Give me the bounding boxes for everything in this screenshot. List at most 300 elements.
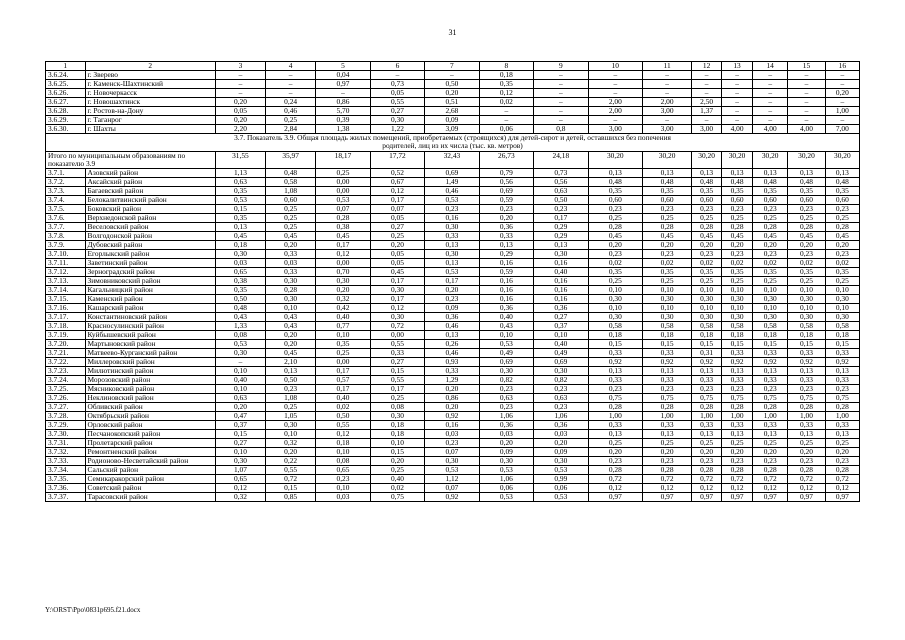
value-cell: 1,29 [425, 375, 479, 384]
row-code: 3.7.29. [46, 420, 86, 429]
value-cell: 0,25 [266, 204, 316, 213]
value-cell: 0,10 [643, 303, 692, 312]
value-cell: 0,00 [316, 177, 370, 186]
value-cell: 0,92 [788, 357, 825, 366]
row-code: 3.7.14. [46, 285, 86, 294]
value-cell: 0,30 [722, 294, 753, 303]
value-cell: 0,42 [316, 303, 370, 312]
value-cell: 0,23 [534, 204, 588, 213]
table-row [46, 204, 860, 213]
value-cell: 0,18 [370, 429, 424, 438]
section-title: 3.7. Показатель 3.9. Общая площадь жилых помещений, приобретаемых (строящихся) для детей-сирот и детей, оставшихся без попечения родителей, лиц из их числа (тыс. кв. метров) [46, 134, 860, 152]
value-cell: 0,36 [479, 420, 533, 429]
value-cell: 0,23 [643, 384, 692, 393]
value-cell: 0,50 [534, 195, 588, 204]
value-cell: 0,37 [215, 420, 265, 429]
value-cell: 0,25 [316, 348, 370, 357]
value-cell: 0,10 [215, 384, 265, 393]
value-cell: 0,25 [825, 276, 859, 285]
value-cell: 0,25 [643, 438, 692, 447]
value-cell: 0,43 [479, 321, 533, 330]
municipality-name: Константиновский район [85, 312, 215, 321]
value-cell: 0,18 [479, 71, 533, 80]
value-cell: 0,36 [534, 303, 588, 312]
value-cell: 0,53 [215, 339, 265, 348]
value-cell: 0,12 [692, 483, 722, 492]
column-number: 12 [692, 62, 722, 71]
row-code: 3.6.27. [46, 98, 86, 107]
value-cell: 0,33 [588, 420, 642, 429]
value-cell: 0,27 [370, 357, 424, 366]
value-cell: – [825, 116, 859, 125]
value-cell: 0,29 [534, 222, 588, 231]
value-cell: 0,30 [588, 312, 642, 321]
value-cell: 0,28 [788, 222, 825, 231]
row-code: 3.7.21. [46, 348, 86, 357]
table-row [46, 168, 860, 177]
value-cell: 1,00 [825, 107, 859, 116]
value-cell: 0,75 [753, 393, 788, 402]
value-cell: 0,25 [588, 276, 642, 285]
value-cell: 0,55 [266, 465, 316, 474]
value-cell: 0,13 [266, 366, 316, 375]
value-cell: 2,50 [692, 98, 722, 107]
table-row [46, 98, 860, 107]
row-code: 3.7.27. [46, 402, 86, 411]
value-cell: 0,12 [788, 483, 825, 492]
value-cell: 4,00 [753, 125, 788, 134]
value-cell: 0,57 [316, 375, 370, 384]
value-cell: 0,35 [643, 186, 692, 195]
row-code: 3.7.15. [46, 294, 86, 303]
value-cell: – [722, 116, 753, 125]
value-cell: 4,00 [788, 125, 825, 134]
value-cell: 0,23 [534, 402, 588, 411]
value-cell: 0,20 [425, 384, 479, 393]
value-cell: 0,16 [534, 294, 588, 303]
value-cell: 0,33 [722, 420, 753, 429]
table-row [46, 186, 860, 195]
municipality-name: Боковский район [85, 204, 215, 213]
value-cell: 0,10 [266, 303, 316, 312]
value-cell: 0,13 [425, 330, 479, 339]
value-cell: 0,10 [479, 330, 533, 339]
municipality-name: Аксайский район [85, 177, 215, 186]
value-cell: 0,97 [788, 492, 825, 501]
value-cell: 0,23 [588, 204, 642, 213]
value-cell: 0,32 [215, 492, 265, 501]
value-cell: 0,60 [825, 195, 859, 204]
value-cell: 0,02 [370, 483, 424, 492]
value-cell: 0,73 [534, 168, 588, 177]
value-cell: 1,06 [534, 411, 588, 420]
value-cell: 0,13 [788, 429, 825, 438]
value-cell: 0,05 [370, 258, 424, 267]
municipality-name: Верхнедонской район [85, 213, 215, 222]
municipality-name: г. Каменск-Шахтинский [85, 80, 215, 89]
value-cell: 7,00 [825, 125, 859, 134]
value-cell: 0,53 [534, 492, 588, 501]
municipality-name: Ремонтненский район [85, 447, 215, 456]
table-row [46, 285, 860, 294]
value-cell: 0,13 [643, 429, 692, 438]
value-cell: 0,92 [643, 357, 692, 366]
value-cell: 0,20 [825, 447, 859, 456]
value-cell: 0,16 [425, 213, 479, 222]
value-cell: 0,72 [588, 474, 642, 483]
value-cell: 0,18 [643, 330, 692, 339]
value-cell: 0,23 [753, 249, 788, 258]
value-cell: 0,10 [722, 285, 753, 294]
value-cell: – [825, 71, 859, 80]
value-cell: 0,33 [825, 348, 859, 357]
value-cell: 0,63 [479, 393, 533, 402]
value-cell: 0,45 [643, 231, 692, 240]
value-cell: 0,48 [788, 177, 825, 186]
value-cell: 0,20 [370, 456, 424, 465]
value-cell: 0,20 [825, 240, 859, 249]
value-cell: 0,02 [588, 258, 642, 267]
row-code: 3.7.11. [46, 258, 86, 267]
total-row [46, 151, 860, 168]
value-cell: 0,55 [370, 375, 424, 384]
value-cell: – [788, 89, 825, 98]
value-cell: – [588, 116, 642, 125]
value-cell: – [588, 71, 642, 80]
value-cell: 0,33 [753, 420, 788, 429]
value-cell: 0,28 [753, 402, 788, 411]
value-cell: 0,23 [643, 204, 692, 213]
value-cell: 0,35 [722, 186, 753, 195]
value-cell: 0,16 [479, 258, 533, 267]
value-cell: 0,13 [425, 240, 479, 249]
value-cell: 0,25 [753, 276, 788, 285]
value-cell: 0,13 [788, 168, 825, 177]
column-number: 10 [588, 62, 642, 71]
table-row [46, 249, 860, 258]
value-cell: 0,33 [788, 348, 825, 357]
row-code: 3.6.29. [46, 116, 86, 125]
value-cell: 0,93 [425, 357, 479, 366]
row-code: 3.7.22. [46, 357, 86, 366]
value-cell: 0,20 [588, 447, 642, 456]
value-cell: 0,07 [370, 204, 424, 213]
value-cell: 0,36 [479, 303, 533, 312]
value-cell: 0,02 [316, 402, 370, 411]
value-cell: 0,53 [316, 195, 370, 204]
value-cell: – [534, 80, 588, 89]
value-cell: 0,25 [316, 168, 370, 177]
value-cell: 0,16 [534, 276, 588, 285]
value-cell: 0,35 [692, 267, 722, 276]
table-row [46, 80, 860, 89]
table-row [46, 222, 860, 231]
value-cell: 0,29 [479, 249, 533, 258]
value-cell: 0,92 [588, 357, 642, 366]
value-cell: 0,00 [316, 186, 370, 195]
value-cell: 1,49 [425, 177, 479, 186]
value-cell: 0,36 [479, 222, 533, 231]
value-cell: 0,20 [266, 330, 316, 339]
value-cell: 0,25 [825, 213, 859, 222]
row-code: 3.6.30. [46, 125, 86, 134]
value-cell: 0,12 [825, 483, 859, 492]
value-cell: 0,10 [825, 303, 859, 312]
value-cell: 0,16 [479, 294, 533, 303]
value-cell: 0,23 [722, 204, 753, 213]
table-row [46, 213, 860, 222]
value-cell: 0,00 [316, 357, 370, 366]
value-cell: 0,25 [722, 276, 753, 285]
value-cell: 0,30 [534, 366, 588, 375]
value-cell: – [643, 80, 692, 89]
value-cell: 1,08 [266, 186, 316, 195]
value-cell: 0,35 [825, 186, 859, 195]
value-cell: 0,20 [643, 240, 692, 249]
value-cell: 0,25 [266, 116, 316, 125]
value-cell: 0,25 [643, 276, 692, 285]
value-cell: 0,05 [215, 107, 265, 116]
value-cell: 0,20 [370, 240, 424, 249]
value-cell: 0,33 [692, 420, 722, 429]
total-value-cell: 31,55 [215, 151, 265, 168]
municipality-name: Обливский район [85, 402, 215, 411]
value-cell: – [722, 89, 753, 98]
value-cell: 0,07 [425, 483, 479, 492]
value-cell: 0,00 [316, 258, 370, 267]
value-cell: 0,26 [425, 339, 479, 348]
value-cell: 0,28 [588, 465, 642, 474]
value-cell: 0,03 [316, 492, 370, 501]
value-cell: – [215, 80, 265, 89]
value-cell: 0,92 [425, 492, 479, 501]
value-cell: 0,60 [788, 195, 825, 204]
value-cell: 0,55 [370, 98, 424, 107]
row-code: 3.7.13. [46, 276, 86, 285]
value-cell: 0,33 [788, 420, 825, 429]
value-cell: 0,65 [215, 474, 265, 483]
value-cell: 1,00 [788, 411, 825, 420]
value-cell: 0,36 [425, 312, 479, 321]
table-row [46, 71, 860, 80]
value-cell: 0,12 [215, 483, 265, 492]
row-code: 3.6.28. [46, 107, 86, 116]
value-cell: 0,23 [643, 249, 692, 258]
value-cell: 0,60 [266, 195, 316, 204]
value-cell: 0,45 [825, 231, 859, 240]
row-code: 3.7.36. [46, 483, 86, 492]
value-cell: 0,04 [316, 71, 370, 80]
value-cell: 0,48 [825, 177, 859, 186]
value-cell: 0,30 [425, 456, 479, 465]
value-cell: 0,40 [370, 474, 424, 483]
value-cell: 0,13 [425, 258, 479, 267]
value-cell: 0,33 [692, 375, 722, 384]
municipality-name: Мясниковский район [85, 384, 215, 393]
value-cell: 0,23 [643, 456, 692, 465]
total-value-cell: 30,20 [722, 151, 753, 168]
value-cell: 0,30 [370, 411, 424, 420]
value-cell: 0,75 [588, 393, 642, 402]
municipality-name: Белокалитвинский район [85, 195, 215, 204]
value-cell: 0,33 [753, 348, 788, 357]
value-cell: 0,48 [643, 177, 692, 186]
value-cell: 0,72 [788, 474, 825, 483]
value-cell: 0,55 [370, 339, 424, 348]
value-cell: 0,32 [316, 294, 370, 303]
value-cell: 0,45 [266, 231, 316, 240]
municipality-name: Семикаракорский район [85, 474, 215, 483]
value-cell: – [215, 71, 265, 80]
value-cell: 0,33 [370, 348, 424, 357]
value-cell: 0,48 [692, 177, 722, 186]
value-cell: – [753, 98, 788, 107]
value-cell: 0,75 [722, 393, 753, 402]
value-cell: 0,46 [425, 186, 479, 195]
value-cell: 0,25 [370, 393, 424, 402]
table-row [46, 438, 860, 447]
value-cell: – [588, 89, 642, 98]
value-cell: 0,28 [825, 402, 859, 411]
value-cell: 0,15 [215, 429, 265, 438]
table-row [46, 294, 860, 303]
table-row [46, 357, 860, 366]
value-cell: 0,05 [370, 213, 424, 222]
value-cell: 1,07 [215, 465, 265, 474]
value-cell: – [215, 357, 265, 366]
table-row [46, 267, 860, 276]
value-cell: 0,28 [266, 285, 316, 294]
value-cell: 0,17 [425, 276, 479, 285]
value-cell: 0,77 [316, 321, 370, 330]
value-cell: – [534, 71, 588, 80]
value-cell: 0,23 [788, 456, 825, 465]
value-cell: 0,72 [825, 474, 859, 483]
value-cell: 0,53 [479, 339, 533, 348]
municipality-name: Дубовский район [85, 240, 215, 249]
page-number: 31 [448, 28, 457, 37]
value-cell: 0,33 [643, 348, 692, 357]
value-cell: 0,25 [370, 231, 424, 240]
row-code: 3.7.3. [46, 186, 86, 195]
row-code: 3.7.12. [46, 267, 86, 276]
value-cell: 0,20 [266, 339, 316, 348]
value-cell: 0,13 [643, 168, 692, 177]
value-cell: 0,23 [753, 456, 788, 465]
value-cell: 0,13 [588, 168, 642, 177]
value-cell: 0,50 [425, 80, 479, 89]
row-code: 3.7.16. [46, 303, 86, 312]
value-cell: 0,18 [316, 438, 370, 447]
value-cell: 0,25 [266, 402, 316, 411]
municipality-name: Кашарский район [85, 303, 215, 312]
value-cell: 0,18 [825, 330, 859, 339]
value-cell: 0,10 [692, 285, 722, 294]
value-cell: 0,48 [266, 168, 316, 177]
value-cell: 0,72 [370, 321, 424, 330]
value-cell: 0,40 [534, 339, 588, 348]
value-cell: 0,17 [316, 240, 370, 249]
value-cell: 0,69 [425, 168, 479, 177]
value-cell: 1,00 [588, 411, 642, 420]
value-cell: 0,15 [825, 339, 859, 348]
municipality-name: г. Таганрог [85, 116, 215, 125]
value-cell: 0,97 [643, 492, 692, 501]
municipality-name: Морозовский район [85, 375, 215, 384]
value-cell: 1,00 [825, 411, 859, 420]
column-number: 4 [266, 62, 316, 71]
value-cell: 0,92 [753, 357, 788, 366]
value-cell: 0,35 [788, 267, 825, 276]
value-cell: – [370, 71, 424, 80]
value-cell: 0,28 [753, 222, 788, 231]
municipality-name: Багаевский район [85, 186, 215, 195]
value-cell: 0,10 [316, 447, 370, 456]
row-code: 3.7.8. [46, 231, 86, 240]
value-cell: 0,30 [316, 276, 370, 285]
value-cell: 0,16 [479, 276, 533, 285]
value-cell: 0,15 [588, 339, 642, 348]
value-cell: 0,49 [479, 348, 533, 357]
value-cell: 0,25 [788, 213, 825, 222]
value-cell: 0,10 [370, 438, 424, 447]
table-row [46, 107, 860, 116]
value-cell: 0,40 [215, 375, 265, 384]
value-cell: – [534, 98, 588, 107]
municipality-name: Миллеровский район [85, 357, 215, 366]
value-cell: – [534, 116, 588, 125]
value-cell: 0,10 [588, 285, 642, 294]
column-number: 13 [722, 62, 753, 71]
value-cell: 0,51 [425, 98, 479, 107]
municipality-name: г. Шахты [85, 125, 215, 134]
value-cell: 0,67 [370, 177, 424, 186]
value-cell: – [788, 98, 825, 107]
value-cell: 0,23 [588, 249, 642, 258]
value-cell: 1,00 [643, 411, 692, 420]
value-cell: 0,20 [825, 89, 859, 98]
value-cell: – [479, 116, 533, 125]
value-cell: – [588, 80, 642, 89]
value-cell: – [643, 89, 692, 98]
value-cell: 0,79 [479, 168, 533, 177]
value-cell: 0,53 [425, 195, 479, 204]
value-cell: 0,17 [534, 213, 588, 222]
value-cell: 0,20 [215, 116, 265, 125]
value-cell: 0,06 [479, 125, 533, 134]
value-cell: 0,13 [479, 240, 533, 249]
value-cell: 0,12 [370, 186, 424, 195]
value-cell: 0,23 [692, 456, 722, 465]
value-cell: 0,23 [722, 384, 753, 393]
value-cell: 0,23 [266, 384, 316, 393]
value-cell: 0,10 [722, 303, 753, 312]
value-cell: 2,84 [266, 125, 316, 134]
value-cell: 0,30 [266, 276, 316, 285]
value-cell: 0,28 [692, 402, 722, 411]
value-cell: 0,60 [643, 195, 692, 204]
value-cell: 0,35 [692, 186, 722, 195]
value-cell: 0,25 [753, 438, 788, 447]
value-cell: 0,20 [753, 240, 788, 249]
value-cell: 0,33 [643, 420, 692, 429]
value-cell: 0,23 [425, 294, 479, 303]
value-cell: 0,45 [588, 231, 642, 240]
value-cell: 0,30 [370, 285, 424, 294]
value-cell: 0,33 [825, 375, 859, 384]
total-value-cell: 30,20 [825, 151, 859, 168]
value-cell: 0,33 [425, 231, 479, 240]
